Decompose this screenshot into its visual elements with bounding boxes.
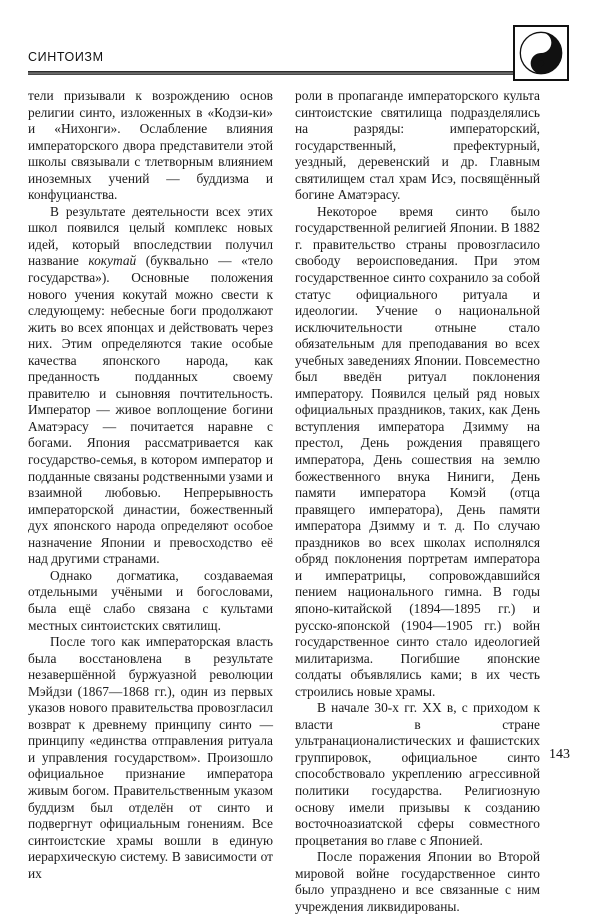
yin-yang-icon (513, 25, 569, 81)
page-number: 143 (549, 747, 570, 762)
paragraph: После того как императорская власть была восстановлена в результате незавершённой буржуазной революции Мэйдзи (1867—1868 гг.), один из первых указов нового правительства провозгласил возврат к древнему принципу синто — принципу «единства отправления ритуала и управления государством». Произошло официальное признание императора живым богом. Правительственным указом буддизм был отделён от синто и подвергнут официальным гонениям. Все синтоистские храмы вошли в единую иерархическую систему. В зависимости от их (28, 634, 273, 881)
header-rule-divider (28, 71, 515, 75)
column-left (28, 88, 273, 881)
paragraph: После поражения Японии во Второй мировой войне государственное синто было упразднено и все связанные с ним учреждения ликвидированы. (295, 849, 540, 914)
paragraph: роли в пропаганде императорского культа синтоистские святилища подразделялись на разряды: императорский, государственный, префектурный, уездный, деревенский и др. Главным святилищем стал храм Исэ, посвящённый богине Аматэрасу. (295, 88, 540, 203)
paragraph: тели призывали к возрождению основ религии синто, изложенных в «Кодзи-ки» и «Нихонги». Ослабление влияния императорского двора представители этой школы связывали с тлетворным влиянием иноземных учений — буддизма и конфуцианства. (28, 88, 273, 203)
paragraph: В начале 30-х гг. XX в, с приходом к власти в стране ультранационалистических и фашистских группировок, официальное синто способствовало укреплению агрессивной политики государства. Религиозную основу имели призывы к созданию восточноазиатской сферы совместного процветания во главе с Японией. (295, 700, 540, 848)
body-columns (28, 88, 541, 914)
column-right (295, 88, 540, 914)
paragraph: Некоторое время синто было государственной религией Японии. В 1882 г. правительство страны провозгласило свободу вероисповедания. При этом государственное синто сохранило за собой статус официального ритуала и идеологии. Учение о национальной исключительности отныне стало обязательным для преподавания во всех учебных заведениях Японии. Повсеместно был введён ритуал поклонения императору. Появился целый ряд новых официальных праздников, таких, как День вступления императора Дзимму на престол, День рождения правящего императора, День сошествия на землю божественного внука Ниниги, День памяти императора Комэй (отца правящего императора), День памяти императора Дзимму и т. д. По случаю праздников во всех школах исполнялся обряд поклонения портретам императора и императрицы, сопровождавшийся пением национального гимна. В годы японо-китайской (1894—1895 гг.) и русско-японской (1904—1905 гг.) войн государственное синто стало идеологией милитаризма. Погибшие японские солдаты объявлялись ками; в их честь строились новые храмы. (295, 203, 540, 699)
paragraph: В результате деятельности всех этих школ появился целый комплекс новых идей, который впоследствии получил название кокутай (буквально — «тело государства»). Основные положения нового учения кокутай можно свести к следующему: небесные боги продолжают жить во всех японцах и действовать через них. Этим определяются такие особые качества японского народа, как преданность подданных своему правителю и сыновняя почтительность. Император — живое воплощение богини Аматэрасу — почитается наравне с богами. Япония рассматривается как государство-семья, в котором император и подданные связаны родственными узами и взаимной любовью. Непрерывность императорской династии, божественный дух японского народа определяют особое назначение Японии и превосходство её над другими странами. (28, 203, 273, 567)
paragraph: Однако догматика, создаваемая отдельными учёными и богословами, была ещё слабо связана с культами местных синтоистских святилищ. (28, 567, 273, 633)
running-header-title: СИНТОИЗМ (28, 50, 104, 64)
page-header (0, 0, 600, 84)
